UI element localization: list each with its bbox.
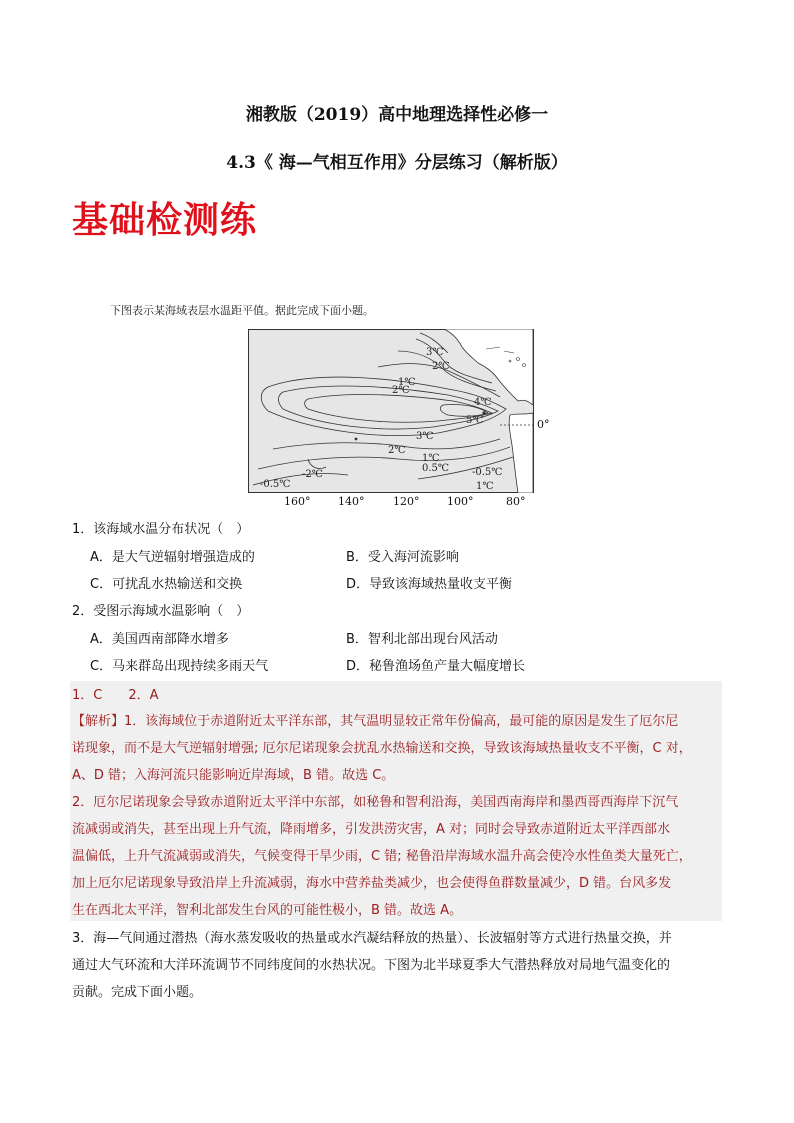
contour-label: 1℃ (422, 453, 440, 464)
question-intro: 下图表示某海域表层水温距平值。据此完成下面小题。 (110, 304, 374, 317)
question-2-option-c: C．马来群岛出现持续多雨天气 (90, 659, 269, 674)
contour-label: 1℃ (398, 377, 416, 388)
question-2-option-a: A．美国西南部降水增多 (90, 632, 229, 647)
question-3-line: 3．海—气间通过潜热（海水蒸发吸收的热量或水汽凝结释放的热量）、长波辐射等方式进行热量交换，并 (72, 931, 672, 946)
contour-label: 3℃ (426, 347, 444, 358)
explanation-line: 【解析】1．该海域位于赤道附近太平洋东部，其气温明显较正常年份偏高，最可能的原因是发生了厄尔尼 (72, 714, 679, 729)
answer-key: 1．C 2．A (72, 688, 159, 703)
explanation-line: 温偏低，上升气流减弱或消失，气候变得干旱少雨，C 错; 秘鲁沿岸海域水温升高会使冷水性鱼类大量死亡， (72, 849, 692, 864)
contour-label: 5℃ (466, 415, 484, 426)
section-title: 基础检测练 (72, 200, 258, 241)
longitude-label: 160° (284, 495, 311, 508)
question-2-option-b: B．智利北部出现台风活动 (346, 632, 498, 647)
question-3-line: 贡献。完成下面小题。 (72, 985, 203, 1000)
contour-label: 2℃ (388, 445, 406, 456)
question-1-option-b: B．受入海河流影响 (346, 550, 459, 565)
explanation-line: 诺现象，而不是大气逆辐射增强; 厄尔尼诺现象会扰乱水热输送和交换，导致该海域热量收支不平衡，C 对， (72, 741, 692, 756)
contour-label: -0.5℃ (472, 467, 503, 478)
longitude-label: 80° (506, 495, 526, 508)
longitude-label: 100° (447, 495, 474, 508)
explanation-line: 流减弱或消失，甚至出现上升气流，降雨增多，引发洪涝灾害，A 对；同时会导致赤道附近太平洋西部水 (72, 822, 671, 837)
longitude-label: 120° (393, 495, 420, 508)
contour-label: 2℃ (432, 361, 450, 372)
explanation-line: 2．厄尔尼诺现象会导致赤道附近太平洋中东部，如秘鲁和智利沿海，美国西南海岸和墨西哥西海岸下沉气 (72, 795, 679, 810)
document-subtitle: 4.3《 海—气相互作用》分层练习（解析版） (226, 153, 568, 173)
contour-label: -2℃ (302, 469, 323, 480)
contour-label: 1℃ (476, 481, 494, 492)
question-1-option-d: D．导致该海域热量收支平衡 (346, 577, 513, 592)
explanation-line: 生在西北太平洋，智利北部发生台风的可能性极小，B 错。故选 A。 (72, 903, 463, 918)
sea-temperature-anomaly-map (248, 329, 534, 493)
contour-label: 4℃ (474, 397, 492, 408)
document-title: 湘教版（2019）高中地理选择性必修一 (245, 105, 549, 125)
question-2-option-d: D．秘鲁渔场鱼产量大幅度增长 (346, 659, 526, 674)
explanation-line: A、D 错；入海河流只能影响近岸海域，B 错。故选 C。 (72, 768, 395, 783)
question-1-option-c: C．可扰乱水热输送和交换 (90, 577, 243, 592)
contour-label: 0.5℃ (422, 463, 450, 474)
longitude-label: 140° (338, 495, 365, 508)
contour-label: 3℃ (416, 431, 434, 442)
explanation-line: 加上厄尔尼诺现象导致沿岸上升流减弱，海水中营养盐类减少，也会使得鱼群数量减少，D 错。台风多发 (72, 876, 672, 891)
latitude-label: 0° (537, 418, 550, 431)
question-1-stem: 1．该海域水温分布状况（ ） (72, 522, 250, 537)
contour-label: 2℃ (392, 385, 410, 396)
question-2-stem: 2．受图示海域水温影响（ ） (72, 604, 250, 619)
question-3-line: 通过大气环流和大洋环流调节不同纬度间的水热状况。下图为北半球夏季大气潜热释放对局地气温变化的 (72, 958, 671, 973)
contour-label: -0.5℃ (260, 479, 291, 490)
question-1-option-a: A．是大气逆辐射增强造成的 (90, 550, 255, 565)
